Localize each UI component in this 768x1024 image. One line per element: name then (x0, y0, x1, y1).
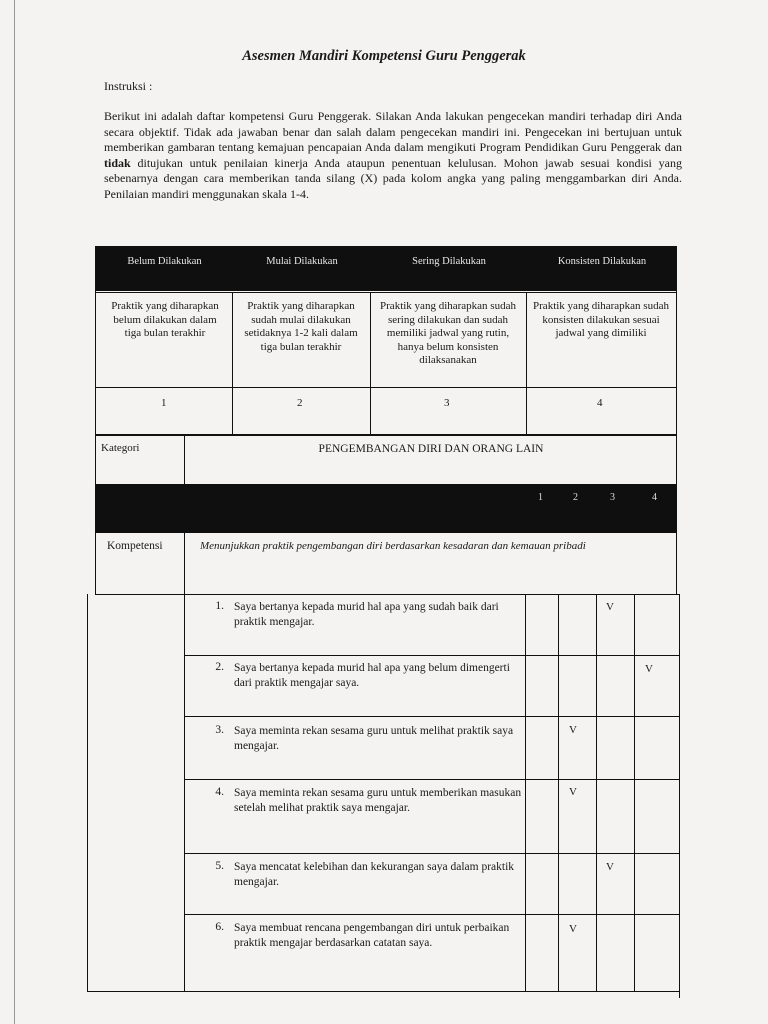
scale-desc-2: Praktik yang diharapkan sudah mulai dilakukan setidaknya 1-2 kali dalam tiga bulan terakhir (244, 300, 358, 353)
scale-header-4: Konsisten Dilakukan (557, 256, 647, 267)
check-mark: V (606, 601, 614, 613)
check-mark: V (645, 663, 653, 675)
row-divider (184, 716, 679, 717)
item-text: Saya meminta rekan sesama guru untuk melihat praktik saya mengajar. (234, 725, 514, 752)
row-divider (184, 853, 679, 854)
page-edge (14, 0, 15, 1024)
table-border (95, 594, 679, 595)
scale-desc-4: Praktik yang diharapkan sudah konsisten dilakukan sesuai jadwal yang dimiliki (533, 300, 669, 339)
item-number: 5. (215, 860, 224, 872)
item-number: 6. (215, 921, 224, 933)
scale-number-3: 3 (444, 397, 450, 409)
document-title: Asesmen Mandiri Kompetensi Guru Penggerak (242, 48, 526, 64)
table-border (184, 435, 185, 485)
item-number: 1. (215, 600, 224, 612)
item-text: Saya mencatat kelebihan dan kekurangan saya dalam praktik mengajar. (234, 861, 515, 888)
table-border (87, 991, 680, 992)
score-col-divider (634, 594, 635, 992)
check-mark: V (606, 861, 614, 873)
scale-divider (95, 292, 677, 293)
category-label: Kategori (101, 442, 140, 454)
score-col-divider (558, 594, 559, 992)
scale-number-2: 2 (297, 397, 303, 409)
scale-col-divider (370, 292, 371, 435)
table-border (87, 594, 88, 992)
scale-desc-3: Praktik yang diharapkan sudah sering dilakukan dan sudah memiliki jadwal yang rutin, hanya belum konsisten dilaksanakan (380, 300, 516, 366)
category-value: PENGEMBANGAN DIRI DAN ORANG LAIN (318, 443, 544, 455)
score-col-divider (525, 594, 526, 992)
scale-desc-1: Praktik yang diharapkan belum dilakukan dalam tiga bulan terakhir (111, 300, 219, 339)
scale-number-4: 4 (597, 397, 603, 409)
scale-col-divider (526, 292, 527, 435)
table-border (679, 594, 680, 998)
intro-emphasis: tidak (104, 155, 131, 170)
score-header-bar (95, 484, 677, 533)
item-number: 3. (215, 724, 224, 736)
intro-part-3: ditujukan untuk penilaian kinerja Anda ataupun penentuan kelulusan. Mohon jawab sesuai kondisi yang sebenarnya dengan cara memberikan tanda silang (X) pada kolom angka yang paling menggambarkan diri Anda. Penilaian mandiri menggunakan skala 1-4. (104, 155, 682, 201)
row-divider (184, 779, 679, 780)
score-header-4: 4 (652, 492, 657, 503)
scale-divider (95, 387, 677, 388)
score-col-divider (596, 594, 597, 992)
item-number: 2. (215, 661, 224, 673)
table-border (95, 435, 677, 436)
scale-header-bar (96, 247, 676, 291)
score-header-2: 2 (573, 492, 578, 503)
check-mark: V (569, 923, 577, 935)
score-header-3: 3 (610, 492, 615, 503)
scale-header-1: Belum Dilakukan (127, 256, 202, 267)
competency-label: Kompetensi (107, 540, 163, 552)
item-text: Saya bertanya kepada murid hal apa yang sudah baik dari praktik mengajar. (234, 601, 499, 628)
table-border (184, 594, 185, 992)
scale-number-1: 1 (161, 397, 167, 409)
score-header-1: 1 (538, 492, 543, 503)
instruction-label: Instruksi : (104, 79, 153, 93)
scale-header-3: Sering Dilakukan (412, 256, 486, 267)
scale-col-divider (232, 292, 233, 435)
intro-part-1: Berikut ini adalah daftar kompetensi Guru Penggerak. Silakan Anda lakukan pengecekan mandiri terhadap diri Anda secara objektif. Tidak ada jawaban benar dan salah dalam pengecekan mandiri ini. Pengecekan ini bertujuan untuk memberikan gambaran tentang kemajuan pencapaian Anda dalam mengikuti Program Pendidikan Guru Penggerak dan (104, 109, 682, 155)
check-mark: V (569, 786, 577, 798)
item-text: Saya membuat rencana pengembangan diri untuk perbaikan praktik mengajar berdasarkan catatan saya. (234, 922, 510, 949)
item-text: Saya bertanya kepada murid hal apa yang belum dimengerti dari praktik mengajar saya. (234, 662, 510, 689)
intro-paragraph (104, 109, 682, 203)
check-mark: V (569, 724, 577, 736)
item-number: 4. (215, 786, 224, 798)
row-divider (184, 655, 679, 656)
scale-header-2: Mulai Dilakukan (266, 256, 338, 267)
competency-value: Menunjukkan praktik pengembangan diri berdasarkan kesadaran dan kemauan pribadi (200, 540, 586, 552)
item-text: Saya meminta rekan sesama guru untuk memberikan masukan setelah melihat praktik saya mengajar. (234, 787, 522, 814)
table-border (184, 533, 185, 594)
row-divider (184, 914, 679, 915)
